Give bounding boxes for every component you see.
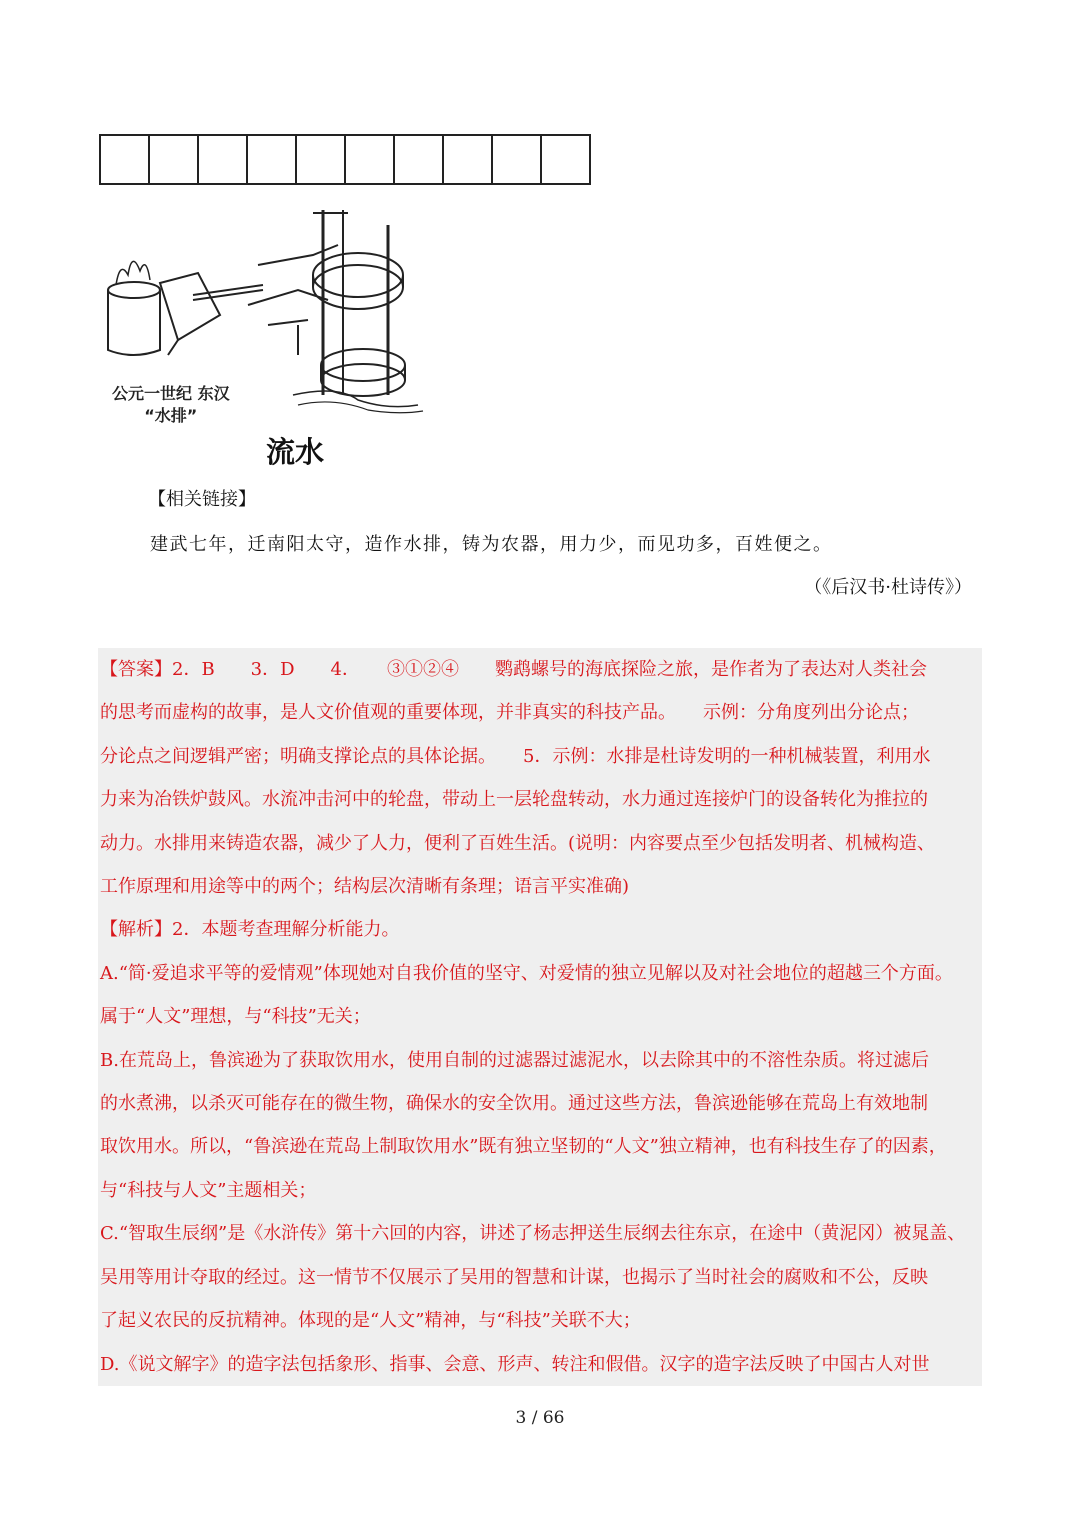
figure-title: 流水 bbox=[266, 435, 325, 469]
answer-line: 了起义农民的反抗精神。体现的是“人文”精神，与“科技”关联不大； bbox=[100, 1310, 641, 1332]
answer-line: 分论点之间逻辑严密；明确支撑论点的具体论据。 5．示例：水排是杜诗发明的一种机械装置，利用水 bbox=[100, 745, 931, 767]
answer-analysis-box bbox=[98, 648, 982, 1386]
answer-grid-cell bbox=[150, 134, 199, 185]
answer-grid-cell bbox=[444, 134, 493, 185]
related-link-heading: 【相关链接】 bbox=[148, 489, 256, 510]
answer-grid-cell bbox=[199, 134, 248, 185]
answer-line: A.“简·爱追求平等的爱情观”体现她对自我价值的坚守、对爱情的独立见解以及对社会地位的超越三个方面。 bbox=[100, 962, 953, 984]
answer-grid bbox=[99, 134, 591, 185]
answer-grid-cell bbox=[248, 134, 297, 185]
related-quote: 建武七年，迁南阳太守，造作水排，铸为农器，用力少，而见功多，百姓便之。 bbox=[150, 534, 833, 555]
answer-grid-cell bbox=[493, 134, 542, 185]
figure-caption-name: “水排” bbox=[144, 406, 198, 425]
answer-grid-cell bbox=[101, 134, 150, 185]
answer-grid-cell bbox=[297, 134, 346, 185]
answer-grid-cell bbox=[542, 134, 591, 185]
quote-source: （《后汉书·杜诗传》） bbox=[804, 577, 972, 598]
figure-caption-era: 公元一世纪 东汉 bbox=[112, 384, 230, 403]
figure-caption bbox=[112, 383, 230, 427]
answer-line: 属于“人文”理想，与“科技”无关； bbox=[100, 1006, 371, 1028]
answer-line: 的思考而虚构的故事，是人文价值观的重要体现，并非真实的科技产品。 示例：分角度列出分论点； bbox=[100, 702, 919, 724]
answer-line: 吴用等用计夺取的经过。这一情节不仅展示了吴用的智慧和计谋，也揭示了当时社会的腐败和不公，反映 bbox=[100, 1266, 928, 1288]
answer-line: 【解析】2．本题考查理解分析能力。 bbox=[100, 919, 400, 941]
answer-grid-cell bbox=[346, 134, 395, 185]
answer-line: 力来为冶铁炉鼓风。水流冲击河中的轮盘，带动上一层轮盘转动，水力通过连接炉门的设备转化为推拉的 bbox=[100, 789, 928, 811]
answer-line: 【答案】2．B 3．D 4． ③①②④ 鹦鹉螺号的海底探险之旅，是作者为了表达对人类社会 bbox=[100, 659, 928, 680]
answer-line: 动力。水排用来铸造农器，减少了人力，便利了百姓生活。(说明：内容要点至少包括发明者、机械构造、 bbox=[100, 832, 936, 854]
answer-line: 取饮用水。所以，“鲁滨逊在荒岛上制取饮用水”既有独立坚韧的“人文”独立精神，也有科技生存了的因素， bbox=[100, 1136, 947, 1158]
answer-line: 的水煮沸，以杀灭可能存在的微生物，确保水的安全饮用。通过这些方法，鲁滨逊能够在荒岛上有效地制 bbox=[100, 1093, 928, 1115]
water-bellows-illustration bbox=[98, 205, 438, 475]
page-number: 3 / 66 bbox=[515, 1408, 565, 1428]
answer-line: C.“智取生辰纲”是《水浒传》第十六回的内容，讲述了杨志押送生辰纲去往东京，在途中（黄泥冈）被晁盖、 bbox=[100, 1223, 966, 1245]
answer-line: D.《说文解字》的造字法包括象形、指事、会意、形声、转注和假借。汉字的造字法反映了中国古人对世 bbox=[100, 1353, 930, 1375]
answer-grid-cell bbox=[395, 134, 444, 185]
answer-line: B.在荒岛上，鲁滨逊为了获取饮用水，使用自制的过滤器过滤泥水，以去除其中的不溶性杂质。将过滤后 bbox=[100, 1049, 929, 1071]
answer-line: 工作原理和用途等中的两个；结构层次清晰有条理；语言平实准确) bbox=[100, 876, 630, 898]
answer-line: 与“科技与人文”主题相关； bbox=[100, 1179, 317, 1201]
